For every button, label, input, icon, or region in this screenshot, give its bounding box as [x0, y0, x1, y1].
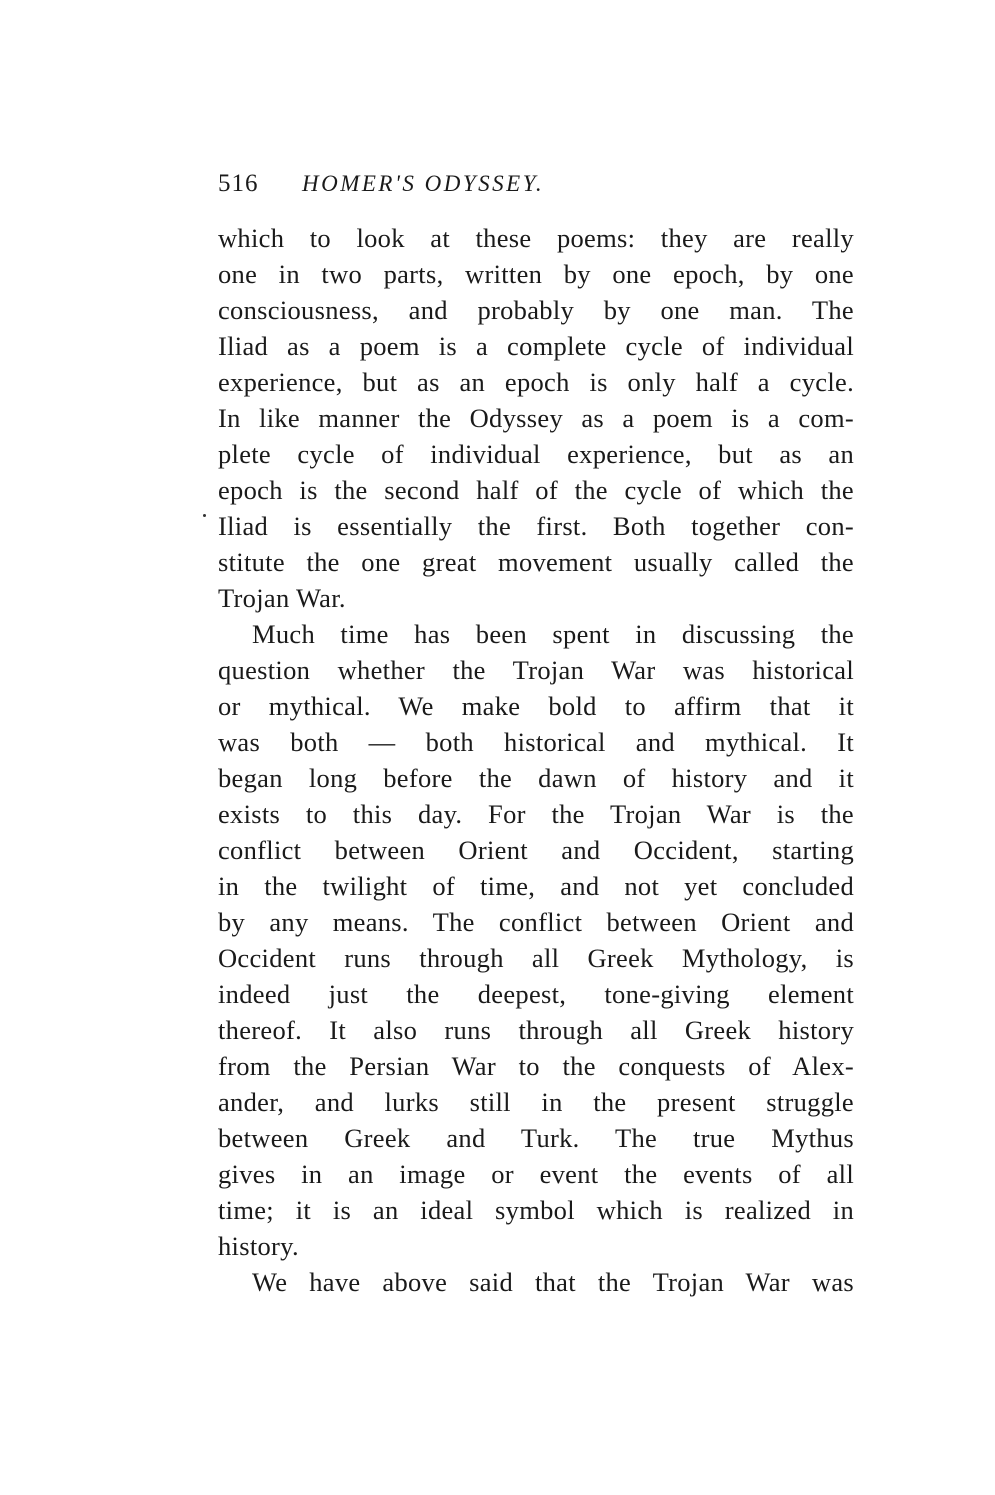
text-line: from the Persian War to the conquests of Alex- [218, 1051, 854, 1081]
text-line: exists to this day. For the Trojan War is the [218, 799, 854, 829]
text-line: experience, but as an epoch is only half a cycle. [218, 367, 854, 397]
text-line: was both — both historical and mythical. It [218, 727, 854, 757]
text-line: time; it is an ideal symbol which is realized in [218, 1195, 854, 1225]
text-line: Much time has been spent in discussing the [252, 619, 854, 649]
text-line: consciousness, and probably by one man. The [218, 295, 854, 325]
text-line: stitute the one great movement usually called the [218, 547, 854, 577]
text-line: began long before the dawn of history and it [218, 763, 854, 793]
text-line: epoch is the second half of the cycle of which the [218, 475, 854, 505]
text-line: plete cycle of individual experience, but as an [218, 439, 854, 469]
text-line: by any means. The conflict between Orient and [218, 907, 854, 937]
margin-speck [203, 514, 206, 517]
text-line: between Greek and Turk. The true Mythus [218, 1123, 854, 1153]
text-line: history. [218, 1231, 299, 1261]
text-line: which to look at these poems: they are really [218, 223, 854, 253]
text-line: Iliad as a poem is a complete cycle of individual [218, 331, 854, 361]
text-line: Trojan War. [218, 583, 346, 613]
text-line: gives in an image or event the events of all [218, 1159, 854, 1189]
text-line: Occident runs through all Greek Mythology, is [218, 943, 854, 973]
text-line: in the twilight of time, and not yet concluded [218, 871, 854, 901]
text-line: We have above said that the Trojan War was [252, 1267, 854, 1297]
text-line: indeed just the deepest, tone-giving element [218, 979, 854, 1009]
text-line: ander, and lurks still in the present struggle [218, 1087, 854, 1117]
text-line: thereof. It also runs through all Greek history [218, 1015, 854, 1045]
body-text [218, 220, 854, 1300]
page-number: 516 [218, 170, 259, 197]
text-line: or mythical. We make bold to affirm that it [218, 691, 854, 721]
text-line: In like manner the Odyssey as a poem is a com- [218, 403, 854, 433]
running-head [218, 164, 854, 204]
text-line: conflict between Orient and Occident, starting [218, 835, 854, 865]
text-line: Iliad is essentially the first. Both together con- [218, 511, 854, 541]
text-line: question whether the Trojan War was historical [218, 655, 854, 685]
running-title: HOMER'S ODYSSEY. [302, 171, 545, 196]
text-line: one in two parts, written by one epoch, by one [218, 259, 854, 289]
